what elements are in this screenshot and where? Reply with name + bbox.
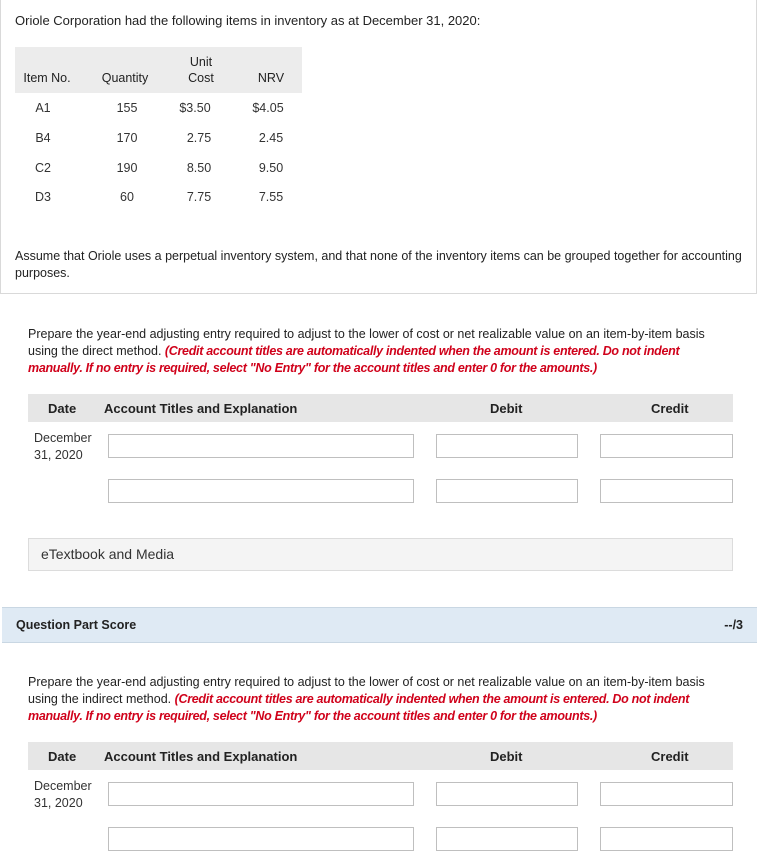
cell-quantity: 170	[116, 131, 138, 145]
part1-credit-input-1[interactable]	[600, 434, 733, 458]
question-part-score-bar	[2, 607, 757, 643]
score-label: Question Part Score	[16, 618, 137, 632]
part2-account-title-input-1[interactable]	[108, 782, 414, 806]
part1-journal-header	[28, 394, 733, 422]
part1-instruction-text: Prepare the year-end adjusting entry required to adjust to the lower of cost or net realizable value on an item-by-item basis using the direct method.	[28, 327, 705, 358]
cell-quantity: 155	[116, 101, 138, 115]
part1-debit-input-1[interactable]	[436, 434, 578, 458]
part1-debit-input-2[interactable]	[436, 479, 578, 503]
part2-header-date: Date	[48, 749, 77, 764]
part1-account-title-input-1[interactable]	[108, 434, 414, 458]
inventory-table-header	[15, 47, 302, 93]
part1-header-date: Date	[48, 401, 77, 416]
part1-header-debit: Debit	[490, 401, 523, 416]
header-quantity: Quantity	[101, 71, 149, 85]
part2-header-credit: Credit	[651, 749, 689, 764]
part1-instruction-note: (Credit account titles are automatically indented when the amount is entered. Do not indent manually. If no entry is required, select "No Entry" for the account titles and enter 0 for the amounts.)	[28, 344, 680, 375]
part2-entry-date: December 31, 2020	[34, 779, 92, 810]
cell-unit-cost: 2.75	[186, 131, 212, 145]
part1-entry-date: December 31, 2020	[34, 431, 92, 462]
etextbook-link[interactable]	[28, 538, 733, 571]
part1-credit-input-2[interactable]	[600, 479, 733, 503]
cell-item: A1	[35, 101, 51, 115]
part2-instruction-text: Prepare the year-end adjusting entry required to adjust to the lower of cost or net realizable value on an item-by-item basis using the indirect method.	[28, 675, 705, 706]
cell-nrv: 7.55	[258, 190, 284, 204]
part2-credit-input-2[interactable]	[600, 827, 733, 851]
part2-header-account: Account Titles and Explanation	[104, 749, 298, 764]
header-nrv: NRV	[257, 71, 285, 85]
part2-header-debit: Debit	[490, 749, 523, 764]
part2-credit-input-1[interactable]	[600, 782, 733, 806]
part2-debit-input-1[interactable]	[436, 782, 578, 806]
assumption-text: Assume that Oriole uses a perpetual inventory system, and that none of the inventory items can be grouped together for accounting purposes.	[15, 249, 742, 280]
header-unit-cost-line1: Unit	[189, 55, 213, 69]
cell-unit-cost: $3.50	[179, 101, 211, 115]
header-item-no: Item No.	[23, 71, 71, 85]
cell-nrv: 9.50	[258, 161, 284, 175]
cell-nrv: 2.45	[258, 131, 284, 145]
header-unit-cost-line2: Cost	[188, 71, 214, 85]
cell-item: C2	[35, 161, 51, 175]
cell-unit-cost: 8.50	[186, 161, 212, 175]
part1-header-credit: Credit	[651, 401, 689, 416]
cell-quantity: 60	[120, 190, 134, 204]
score-value: --/3	[724, 618, 743, 632]
part1-instruction	[28, 326, 733, 377]
part1-account-title-input-2[interactable]	[108, 479, 414, 503]
part2-account-title-input-2[interactable]	[108, 827, 414, 851]
etextbook-label: eTextbook and Media	[41, 546, 175, 562]
cell-item: D3	[35, 190, 51, 204]
part2-instruction-note: (Credit account titles are automatically indented when the amount is entered. Do not indent manually. If no entry is required, select "No Entry" for the account titles and enter 0 for the amounts.)	[28, 692, 690, 723]
part1-header-account: Account Titles and Explanation	[104, 401, 298, 416]
cell-nrv: $4.05	[252, 101, 284, 115]
cell-unit-cost: 7.75	[186, 190, 212, 204]
cell-item: B4	[35, 131, 51, 145]
part2-debit-input-2[interactable]	[436, 827, 578, 851]
part2-journal-header	[28, 742, 733, 770]
intro-text: Oriole Corporation had the following items in inventory as at December 31, 2020:	[15, 13, 481, 28]
cell-quantity: 190	[116, 161, 138, 175]
part2-instruction	[28, 674, 733, 725]
